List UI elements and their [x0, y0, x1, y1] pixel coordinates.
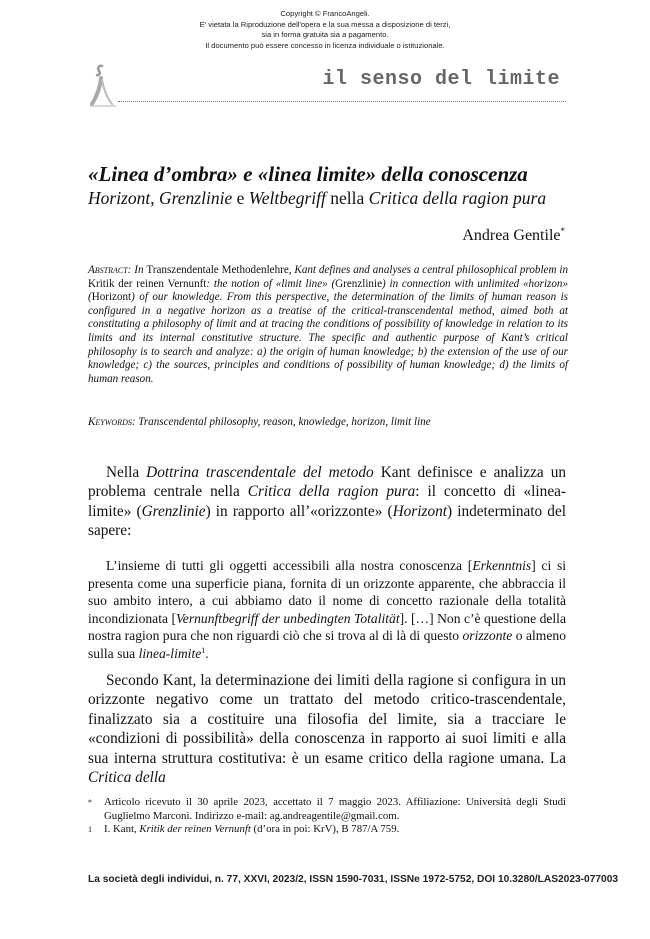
keywords-text: : Transcendental philosophy, reason, knowledge, horizon, limit line [131, 416, 431, 428]
quote-text: L’insieme di tutti gli oggetti accessibili alla nostra conoscenza [ [106, 558, 473, 573]
body-paragraph [88, 671, 566, 787]
subtitle-term: Horizont [88, 188, 151, 208]
copyright-line: E' vietata la Riproduzione dell'opera e la sua messa a disposizione di terzi, [199, 19, 451, 29]
quote-text: linea-limite [138, 645, 202, 661]
quote-text: Vernunftbegriff der unbedingten Totalität [176, 610, 400, 626]
footnote-text-part: I. Kant, [104, 823, 140, 836]
footnote-mark: * [88, 798, 92, 807]
footnote [88, 823, 566, 837]
body-text: ) indeterminato del sapere: [88, 502, 566, 540]
abstract-text: : In [127, 264, 147, 276]
copyright-notice [0, 9, 650, 51]
quote-text: ]. […] Non c’è questione della nostra ragion pura che non riguardi ciò che si trova al di là di questo [88, 610, 566, 644]
section-logo-icon [88, 62, 118, 108]
abstract-text: ) in connection with unlimited «horizon» ( [88, 277, 568, 304]
quote-text: o almeno sulla sua [88, 628, 567, 661]
body-text: Critica della [88, 769, 166, 787]
abstract-text: Transzendentale Methodenlehre [146, 264, 289, 276]
body-text: : il concetto di «linea-limite» ( [88, 483, 566, 520]
subtitle-text: nella [325, 188, 369, 208]
copyright-line: Copyright © FrancoAngeli. [280, 9, 370, 18]
quote-text: Erkenntnis [472, 558, 532, 573]
keywords-label: Keywords [88, 416, 132, 428]
subtitle-term: Grenzlinie [158, 188, 233, 208]
series-title: il senso del limite [322, 68, 560, 91]
footnotes [88, 796, 566, 837]
journal-section-header [88, 58, 566, 110]
abstract-text: Grenzlinie [335, 277, 382, 290]
abstract-text: : the notion of «limit line» ( [206, 277, 336, 290]
abstract [88, 264, 568, 386]
footnote-text-part: Kritik der reinen Vernunft [139, 823, 251, 836]
body-paragraph [88, 463, 566, 541]
quote-text: . [205, 645, 209, 661]
body-text: Grenzlinie [141, 502, 206, 520]
abstract-text: Kritik der reinen Vernunft [88, 277, 207, 290]
subtitle-text: , [150, 188, 159, 208]
copyright-line: Il documento può essere concesso in licenza individuale o istituzionale. [205, 40, 445, 50]
article-subtitle [88, 188, 568, 209]
quote-text: ] ci si presenta come una superficie piana, fornita di un orizzonte apparente, che abbraccia il suo ambito intero, a cui abbiamo dato il nome di concetto razionale della totalità incondizionata [ [88, 558, 567, 626]
keywords [88, 416, 568, 428]
footnote-text: Articolo ricevuto il 30 aprile 2023, accettato il 7 maggio 2023. Affiliazione: Università degli Studi Guglielmo Marconi. Indirizzo e-mail: ag.andreagentile@gmail.com. [104, 796, 566, 822]
author-name: Andrea Gentile [462, 227, 561, 244]
abstract-text: Horizont [91, 291, 132, 304]
abstract-text: ) of our knowledge. From this perspective, the determination of the limits of human reason is configured in a negative horizon as a treatise of the critical-transcendental method, aimed both at constituting a philosophy of limit and at tracing the conditions of possibility of knowledge in relation to its limits and its internal constitutive structure. The specific and authentic purpose of Kant’s critical philosophy is to search and analyze: a) the origin of human knowledge; b) the extension of the use of our knowledge; c) the sources, principles and conditions of possibility of human knowledge; d) the limits of human reason. [88, 291, 568, 385]
body-text: Kant definisce e analizza un problema centrale nella [88, 464, 566, 501]
header-dotted-rule [118, 101, 566, 102]
subtitle-text: e [232, 188, 249, 208]
subtitle-term: Weltbegriff [248, 188, 326, 208]
body-text: Horizont [392, 502, 447, 520]
journal-footer: La società degli individui, n. 77, XXVI, 2023/2, ISSN 1590-7031, ISSNe 1972-5752, DOI 10.3280/LAS2023-077003 [88, 874, 619, 885]
copyright-line: sia in forma gratuita sia a pagamento. [261, 30, 389, 39]
body-text: Nella [106, 464, 147, 481]
article-author [462, 227, 565, 245]
body-text: Critica della ragion pura [247, 483, 416, 501]
footnote-text [104, 823, 566, 837]
footnote [88, 796, 566, 823]
article-title: «Linea d’ombra» e «linea limite» della conoscenza [88, 162, 528, 186]
quote-text: orizzonte [462, 628, 513, 644]
abstract-text: , Kant defines and analyses a central philosophical problem in [288, 264, 568, 276]
body-text: Secondo Kant, la determinazione dei limiti della ragione si configura in un orizzonte negativo come un trattato del metodo critico-trascendentale, finalizzato sia a costituire una filosofia del limite, sia a tracciare le «condizioni di possibilità» della conoscenza in rapporto ai suoi limiti e alla sua interna struttura costitutiva: è un esame critico della ragione umana. La [88, 672, 566, 767]
abstract-label: Abstract [88, 264, 128, 276]
block-quote [88, 557, 566, 663]
subtitle-term: Critica della ragion pura [368, 188, 547, 208]
author-footnote-mark: * [560, 226, 565, 236]
footnote-text-part: (d’ora in poi: KrV), B 787/A 759. [250, 823, 400, 836]
body-text: Dottrina trascendentale del metodo [146, 464, 374, 481]
footnote-mark: 1 [88, 825, 92, 835]
body-text: ) in rapporto all’«orizzonte» ( [205, 502, 393, 520]
footnote-ref[interactable]: 1 [201, 645, 206, 655]
